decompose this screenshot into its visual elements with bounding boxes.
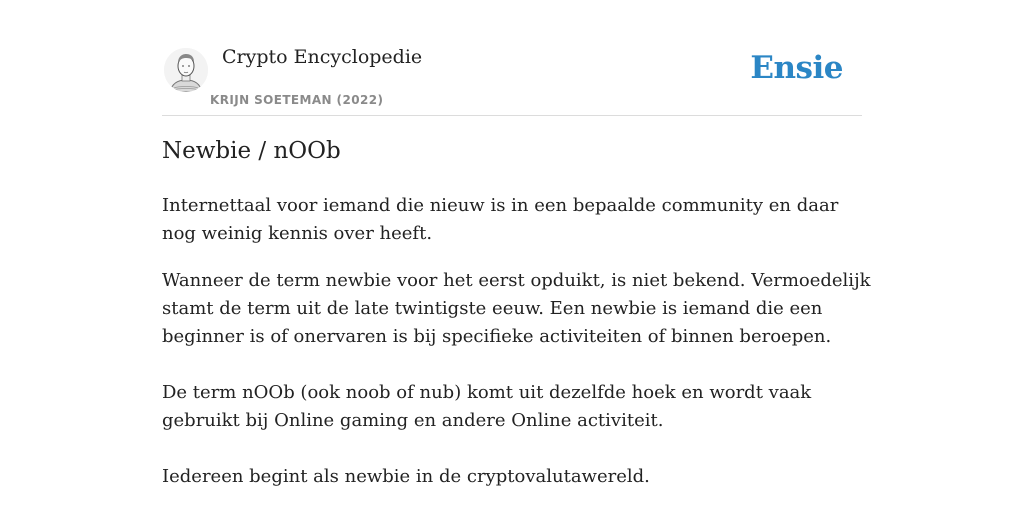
body-paragraph: De term nOOb (ook noob of nub) komt uit dezelfde hoek en wordt vaak gebruikt bij Online gaming en andere Online activiteit. [162,382,812,431]
entry-headword: Newbie / nOOb [162,138,341,164]
definition-paragraph: Internettaal voor iemand die nieuw is in een bepaalde community en daar nog weinig kennis over heeft. [162,195,839,244]
source-title[interactable]: Crypto Encyclopedie [222,46,423,68]
author-avatar-icon [164,48,208,92]
body-paragraph: Wanneer de term newbie voor het eerst opduikt, is niet bekend. Vermoedelijk stamt de term uit de late twintigste eeuw. Een newbie is iemand die een beginner is of onervaren is bij specifieke activiteiten of binnen beroepen. [162,270,871,347]
author-byline: KRIJN SOETEMAN (2022) [210,93,384,107]
entry-body [162,192,872,510]
entry-header [162,40,862,116]
body-paragraph: Iedereen begint als newbie in de cryptovalutawereld. [162,466,650,487]
ensie-logo[interactable]: Ensie [750,50,843,86]
